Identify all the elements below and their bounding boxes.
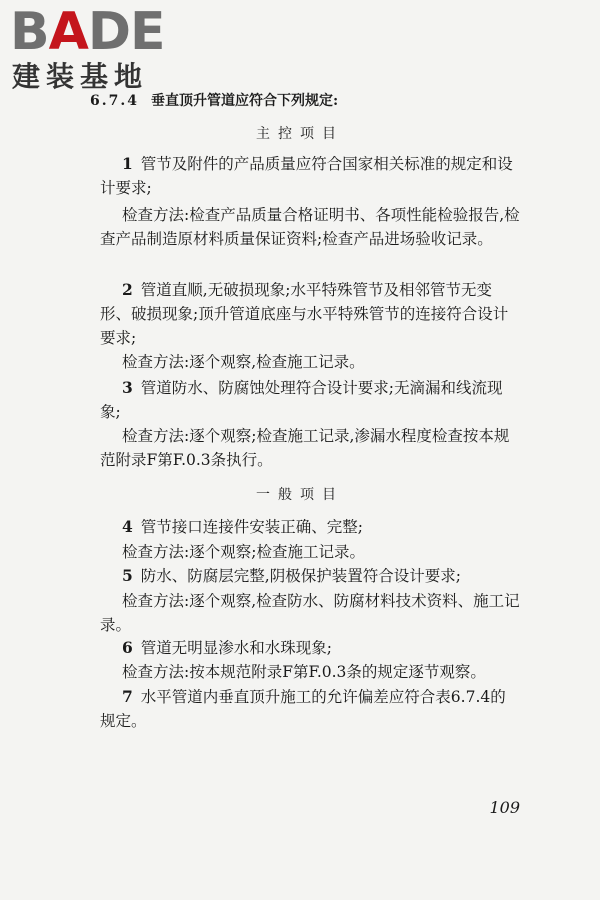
bade-logo (10, 4, 180, 96)
page-number: 109 (489, 798, 520, 817)
logo-wordmark: BADE (10, 2, 165, 62)
section-number: 6.7.4 (90, 93, 139, 109)
item-5-check-method: 检查方法:逐个观察,检查防水、防腐材料技术资料、施工记录。 (100, 592, 520, 634)
item-2-check-method: 检查方法:逐个观察,检查施工记录。 (122, 353, 365, 371)
item-3-check-method: 检查方法:逐个观察;检查施工记录,渗漏水程度检查按本规范附录F第F.0.3条执行。 (100, 427, 510, 469)
item-4-check-method: 检查方法:逐个观察;检查施工记录。 (122, 543, 365, 561)
heading-general: 一般项目 (256, 487, 344, 503)
item-6: 6 管道无明显渗水和水珠现象; (122, 638, 333, 657)
item-1-check-method: 检查方法:检查产品质量合格证明书、各项性能检验报告,检查产品制造原材料质量保证资料;检查产品进场验收记录。 (100, 206, 520, 248)
item-5: 5 防水、防腐层完整,阴极保护装置符合设计要求; (122, 566, 461, 585)
item-7: 7 水平管道内垂直顶升施工的允许偏差应符合表6.7.4的规定。 (100, 687, 506, 730)
section-heading (90, 90, 338, 110)
item-2: 2 管道直顺,无破损现象;水平特殊管节及相邻管节无变形、破损现象;顶升管道底座与水平特殊管节的连接符合设计要求; (100, 280, 509, 347)
item-3: 3 管道防水、防腐蚀处理符合设计要求;无滴漏和线流现象; (100, 378, 503, 421)
section-title: 垂直顶升管道应符合下列规定: (150, 93, 339, 109)
heading-main-control: 主控项目 (256, 126, 344, 142)
logo-subtitle: 建装基地 (12, 60, 149, 93)
item-1: 1 管节及附件的产品质量应符合国家相关标准的规定和设计要求; (100, 154, 513, 197)
item-4: 4 管节接口连接件安装正确、完整; (122, 517, 364, 536)
item-6-check-method: 检查方法:按本规范附录F第F.0.3条的规定逐节观察。 (122, 663, 486, 681)
